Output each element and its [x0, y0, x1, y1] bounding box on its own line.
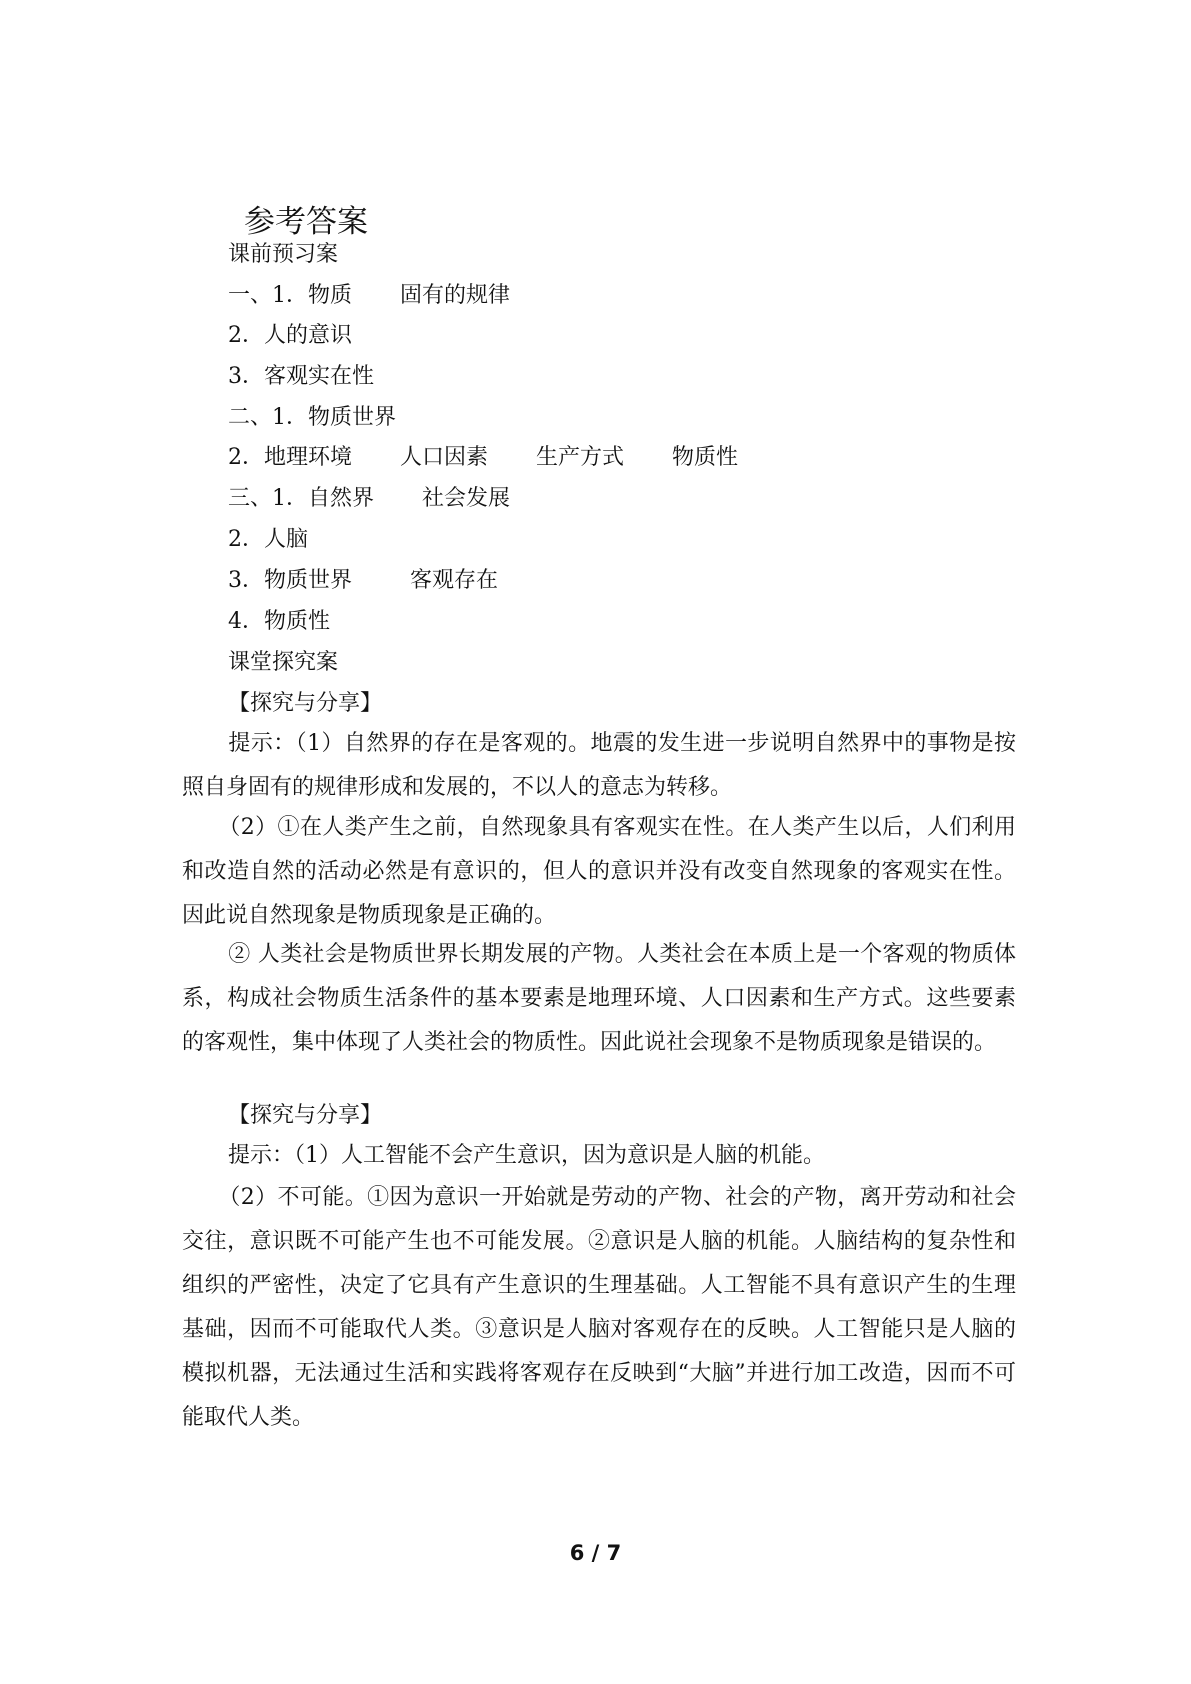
page-number: 6 / 7	[569, 1541, 622, 1565]
paragraph-text: 提示：（1）人工智能不会产生意识，因为意识是人脑的机能。	[228, 1143, 825, 1168]
page-title: 参考答案	[244, 204, 368, 240]
answer-text: 固有的规律	[400, 283, 511, 308]
answer-text: 生产方式	[536, 445, 625, 470]
answer-text: 2．人脑	[228, 527, 308, 552]
answer-text: 2．人的意识	[228, 323, 352, 348]
section-heading-pre-class: 课前预习案	[228, 242, 339, 267]
answer-text: 二、1．物质世界	[228, 405, 396, 430]
answer-text: 三、1．自然界	[228, 486, 374, 511]
explore-share-label: 【探究与分享】	[228, 691, 383, 716]
answer-text: 物质性	[672, 445, 739, 470]
section-heading-in-class: 课堂探究案	[228, 650, 339, 675]
answer-line	[228, 362, 374, 392]
answer-paragraph	[182, 806, 1016, 938]
paragraph-text: （2）①在人类产生之前，自然现象具有客观实在性。在人类产生以后，人们利用和改造自然的活动必然是有意识的，但人的意识并没有改变自然现象的客观实在性。因此说自然现象是物质现象是正确的。	[182, 815, 1016, 928]
answer-line	[228, 484, 510, 514]
answer-text: 3．客观实在性	[228, 364, 374, 389]
answer-text: 客观存在	[410, 568, 499, 593]
answer-text: 3．物质世界	[228, 568, 352, 593]
explore-share-label: 【探究与分享】	[228, 1103, 383, 1128]
paragraph-text: （2）不可能。①因为意识一开始就是劳动的产物、社会的产物，离开劳动和社会交往，意识既不可能产生也不可能发展。②意识是人脑的机能。人脑结构的复杂性和组织的严密性，决定了它具有产生意识的生理基础。人工智能不具有意识产生的生理基础，因而不可能取代人类。③意识是人脑对客观存在的反映。人工智能只是人脑的模拟机器，无法通过生活和实践将客观存在反映到“大脑”并进行加工改造，因而不可能取代人类。	[182, 1185, 1016, 1430]
answer-line	[228, 443, 738, 473]
paragraph-text: 提示：（1）自然界的存在是客观的。地震的发生进一步说明自然界中的事物是按照自身固有的规律形成和发展的，不以人的意志为转移。	[182, 731, 1016, 800]
answer-paragraph	[182, 1134, 1016, 1178]
answer-text: 人口因素	[400, 445, 489, 470]
answer-line	[228, 566, 498, 596]
answer-line	[228, 525, 308, 555]
answer-paragraph	[182, 722, 1016, 810]
answer-text: 一、1．物质	[228, 283, 352, 308]
answer-paragraph	[182, 1176, 1016, 1440]
answer-line	[228, 403, 396, 433]
answer-line	[228, 321, 352, 351]
paragraph-text: ② 人类社会是物质世界长期发展的产物。人类社会在本质上是一个客观的物质体系，构成社会物质生活条件的基本要素是地理环境、人口因素和生产方式。这些要素的客观性，集中体现了人类社会的物质性。因此说社会现象不是物质现象是错误的。	[182, 942, 1016, 1055]
answer-line	[228, 607, 330, 637]
answer-line	[228, 281, 510, 311]
answer-text: 2．地理环境	[228, 445, 352, 470]
answer-text: 社会发展	[422, 486, 511, 511]
answer-text: 4．物质性	[228, 609, 330, 634]
answer-paragraph	[182, 933, 1016, 1065]
